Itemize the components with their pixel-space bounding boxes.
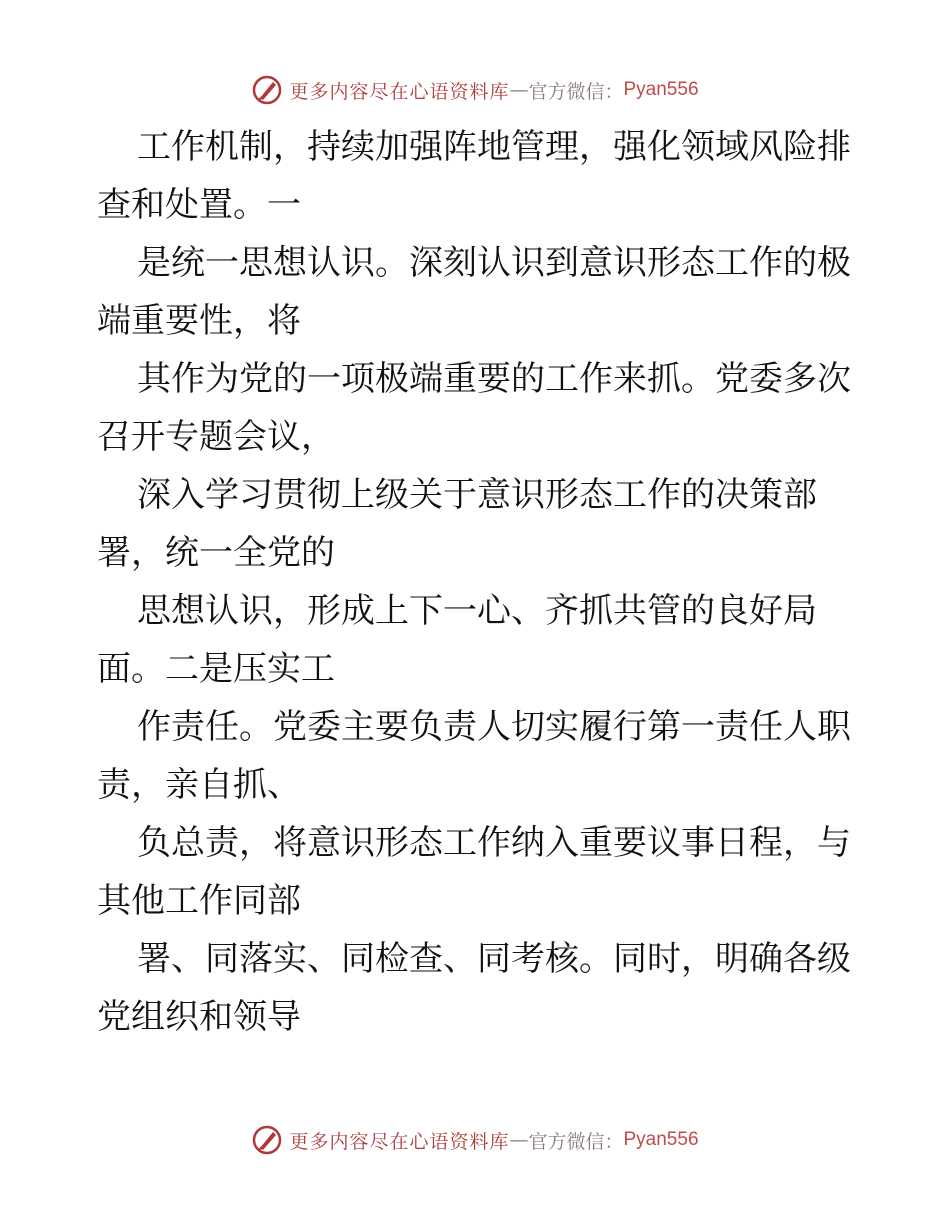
document-body — [97, 118, 857, 1046]
footer-banner — [0, 1120, 950, 1160]
footer-wechat-label: 官方微信： — [528, 1130, 624, 1153]
footer-separator: — — [509, 1129, 529, 1151]
body-paragraph: 工作机制，持续加强阵地管理，强化领域风险排查和处置。一 — [97, 127, 851, 225]
header-brand-text: 更多内容尽在心语资料库 — [289, 80, 510, 103]
body-paragraph: 其作为党的一项极端重要的工作来抓。党委多次召开专题会议， — [97, 359, 851, 457]
quill-pen-logo-icon — [251, 74, 283, 106]
body-paragraph: 负总责，将意识形态工作纳入重要议事日程，与其他工作同部 — [97, 823, 851, 921]
body-paragraph: 思想认识，形成上下一心、齐抓共管的良好局面。二是压实工 — [97, 591, 817, 689]
footer-brand-text: 更多内容尽在心语资料库 — [289, 1130, 510, 1153]
header-wechat-label: 官方微信： — [528, 80, 624, 103]
header-banner — [0, 70, 950, 110]
body-paragraph: 深入学习贯彻上级关于意识形态工作的决策部署，统一全党的 — [97, 475, 817, 573]
quill-pen-logo-icon — [251, 1124, 283, 1156]
header-separator: — — [509, 79, 529, 101]
body-paragraph: 是统一思想认识。深刻认识到意识形态工作的极端重要性，将 — [97, 243, 851, 341]
body-paragraph: 署、同落实、同检查、同考核。同时，明确各级党组织和领导 — [97, 939, 851, 1037]
body-paragraph: 作责任。党委主要负责人切实履行第一责任人职责，亲自抓、 — [97, 707, 851, 805]
header-wechat-id: Pyan556 — [623, 79, 699, 100]
footer-wechat-id: Pyan556 — [623, 1129, 699, 1150]
